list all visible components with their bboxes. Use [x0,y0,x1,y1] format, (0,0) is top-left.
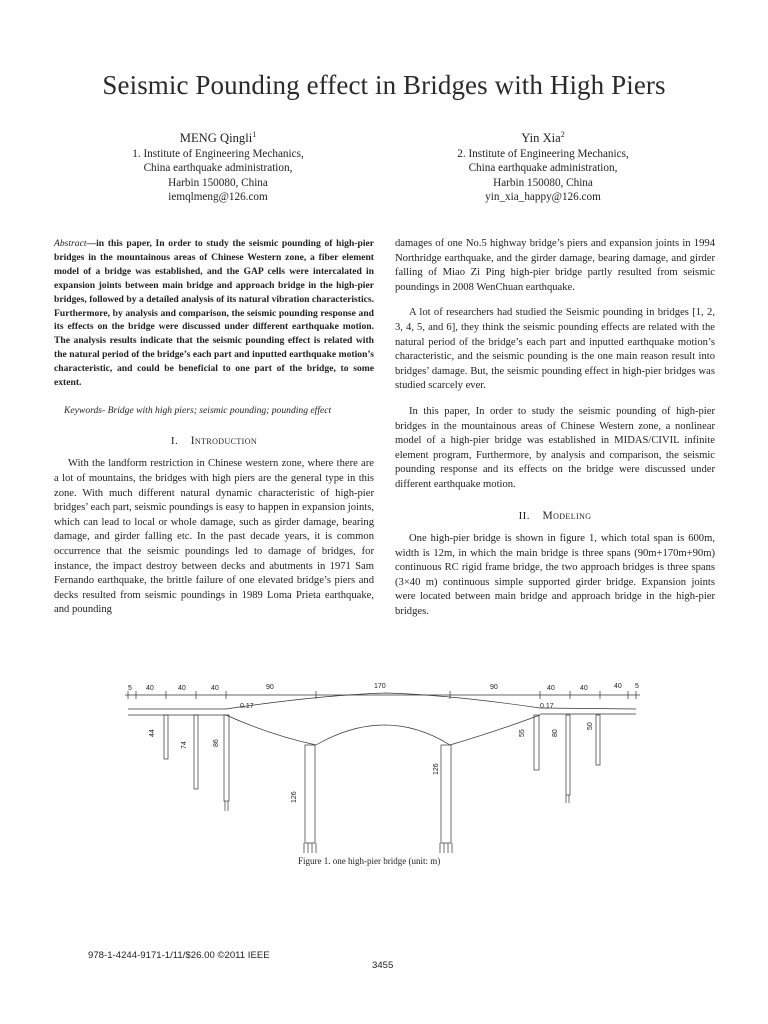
pier-height-label: 74 [181,741,188,749]
span-label: 40 [178,685,186,692]
section-heading-modeling: II. Modeling [518,509,592,522]
pier-height-label: 80 [552,729,559,737]
paper-title: Seismic Pounding effect in Bridges with High Piers [102,70,666,100]
author-block-2 [378,128,708,205]
span-label: 5 [128,685,132,692]
main-pier-2 [441,745,451,843]
right-column [395,237,715,631]
paragraph: A lot of researchers had studied the Seismic pounding in bridges [1, 2, 3, 4, 5, and 6], they think the seismic pounding effects are related with the natural period of the bridge’s each part and inputted earthquake motion’s characteristic, and the seismic pounding is the one main reason result into bridges’ damage. But, the seismic pounding effect in high-pier bridges was studied scarcely ever. [395,307,715,392]
pier-right-3 [596,715,600,765]
joint-label: 0.17 [240,703,254,710]
keywords: Keywords- Bridge with high piers; seismic pounding; pounding effect [64,404,332,416]
pier-right-2 [566,715,570,795]
main-girder-right-soffit [450,715,540,745]
pier-height-label: 44 [149,729,156,737]
paragraph: With the landform restriction in Chinese western zone, where there are a lot of mountains, the bridges with high piers are the general type in this zone. With much different natural dynamic characteristic of high-pier bridges’ each part, seismic poundings is easy to happen in expansion joints, which can lead to local or whole damage, such as girder damage, bearing damage, and girder falling etc. In the past decade years, it is common occurrence that the seismic poundings led to damage of bridges, for instance, the impact destroy between decks and abutments in 1971 Sam Fernando earthquake, the brittle failure of one elevated bridge’s piers and decks resulted from seismic poundings in 1989 Loma Prieta earthquake, and pounding [54,458,374,616]
main-girder-left-soffit [226,715,316,745]
affiliation-line: China earthquake administration, [468,162,618,175]
left-column [54,237,374,629]
paragraph: damages of one No.5 highway bridge’s piers and expansion joints in 1994 Northridge earthquake, and the girder damage, bearing damage, and girder falling of Miao Zi Ping high-pier bridge partly resulted from seismic poundings in 2008 WenChuan earthquake. [395,238,715,293]
paragraph: One high-pier bridge is shown in figure 1, which total span is 600m, width is 12m, in which the main bridge is three spans (90m+170m+90m) continuous RC rigid frame bridge, the two approach bridges is three spans (3×40 m) continuous simple supported girder bridge. Expansion joints were located between main bridge and approach bridge in the high-pier bridges. [395,533,715,618]
span-label: 40 [580,685,588,692]
span-label: 5 [635,683,639,690]
span-label: 40 [614,683,622,690]
pier-height-label: 55 [519,729,526,737]
span-label: 90 [266,684,274,691]
author-email: yin_xia_happy@126.com [485,191,601,204]
copyright-line: 978-1-4244-9171-1/11/$26.00 ©2011 IEEE [88,950,270,961]
pier-left-2 [194,715,198,789]
pier-height-label: 86 [213,739,220,747]
span-label: 40 [146,685,154,692]
author-email: iemqlmeng@126.com [168,191,268,204]
page-number: 3455 [372,960,394,971]
author-name: MENG Qingli$^1$ [179,130,257,146]
paragraph: In this paper, In order to study the seismic pounding of high-pier bridges in the mountainous areas of Chinese Western zone, a nonlinear model of a high-pier bridge was established in MIDAS/CIVIL infinite element program, Furthermore, by analysis and comparison, the seismic pounding response and its effects on the bridge were discussed under different earthquake motion. [395,405,715,490]
span-label: 170 [374,683,386,690]
main-girder-mid-soffit [316,725,450,745]
main-pier-1 [305,745,315,843]
span-label: 40 [547,685,555,692]
affiliation-line: China earthquake administration, [143,162,293,175]
pile-groups [225,795,569,853]
section-heading-introduction: I. Introduction [170,434,258,447]
span-label: 90 [490,684,498,691]
figure-caption: Figure 1. one high-pier bridge (unit: m) [298,856,441,866]
affiliation-line: Harbin 150080, China [168,176,268,189]
author-block-1 [53,128,383,205]
pier-left-1 [164,715,168,759]
bridge-elevation-figure [120,675,660,855]
affiliation-line: 2. Institute of Engineering Mechanics, [457,147,629,160]
abstract: Abstract—in this paper, In order to study the seismic pounding of high-pier bridges in the mountainous areas of Chinese Western zone, a fiber element model of a bridge was established, and the GAP cells were intercalated in expansion joints between main bridge and approach bridge in the high-pier bridges, followed by a detailed analysis of its natural vibration characteristics. Furthermore, by analysis and comparison, the seismic pounding response and its effects on the bridge were discussed under different earthquake motion. The analysis results indicate that the seismic pounding effect is related with the natural period of the bridge’s each part and inputted earthquake motion’s characteristic, and could be beneficial to one part of the bridge, to some extent. [54,238,374,389]
pier-left-3 [224,715,229,801]
author-name: Yin Xia$^2$ [521,130,565,146]
pier-right-1 [534,715,539,770]
pier-height-label: 50 [587,722,594,730]
pier-height-label: 126 [433,763,440,775]
span-label: 40 [211,685,219,692]
pier-height-label: 126 [291,791,298,803]
affiliation-line: Harbin 150080, China [493,176,593,189]
bridge-deck-top [128,693,636,709]
joint-label: 0.17 [540,703,554,710]
affiliation-line: 1. Institute of Engineering Mechanics, [132,147,304,160]
